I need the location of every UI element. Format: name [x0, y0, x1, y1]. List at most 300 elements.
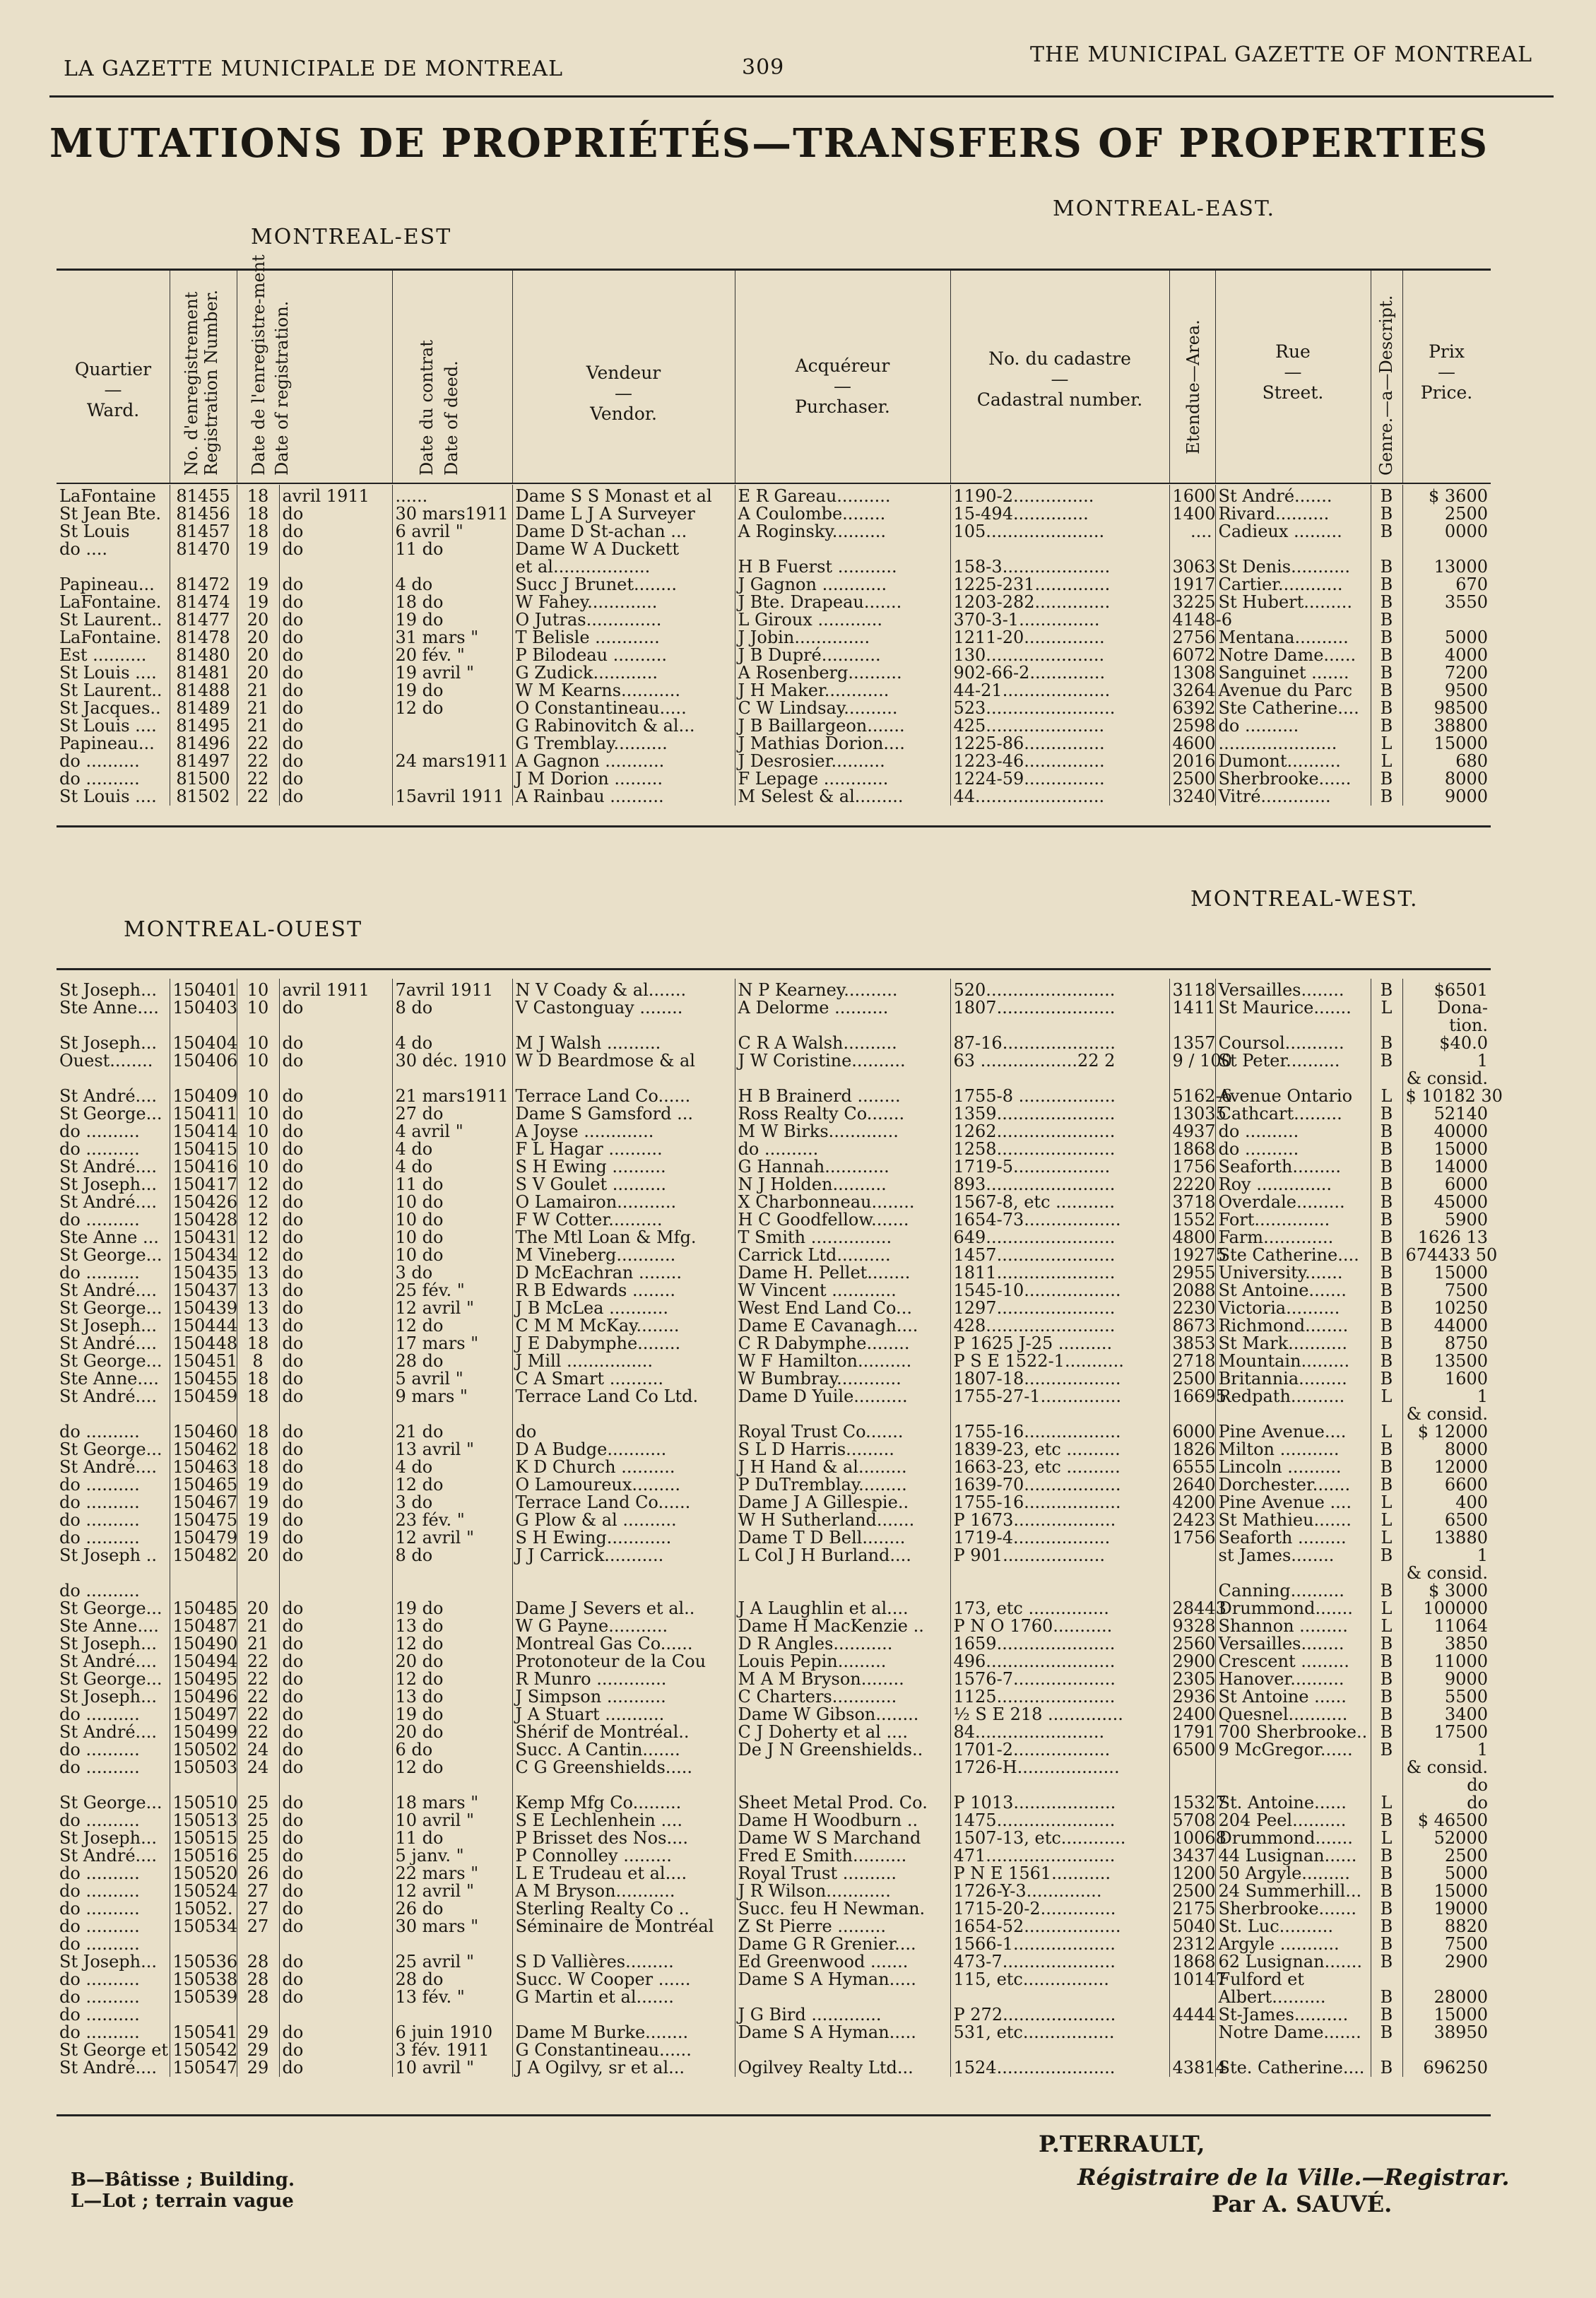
- cell-ward: Ste Anne ...: [59, 1227, 159, 1247]
- cell-vendor: J M Dorion .........: [512, 770, 735, 788]
- cell-purchaser: Dame E Cavanagh....: [735, 1317, 950, 1335]
- cell-ward: do ..........: [59, 1757, 140, 1777]
- cell-reg-month: do: [279, 629, 392, 647]
- cell-area: 3437: [1169, 1847, 1215, 1865]
- cell-kind: B: [1371, 594, 1402, 611]
- cell-kind: B: [1371, 1317, 1402, 1335]
- cell-price: 9000: [1402, 788, 1491, 806]
- cell-reg-month: [279, 2006, 392, 2024]
- cell-reg-number: 150415: [170, 1141, 237, 1158]
- cell-ward: [57, 1070, 170, 1088]
- cell-ward: St Louis ....: [59, 716, 157, 736]
- cell-kind: B: [1371, 1582, 1402, 1600]
- cell-vendor: K D Church ..........: [512, 1459, 735, 1476]
- cell-reg-number: 150479: [170, 1529, 237, 1547]
- cell-price: 6600: [1402, 1476, 1491, 1494]
- table-row: [57, 1052, 1491, 1070]
- cell-price: 1: [1402, 1388, 1491, 1406]
- cell-vendor: F L Hagar ..........: [512, 1141, 735, 1158]
- cell-purchaser: Succ. feu H Newman.: [735, 1900, 950, 1918]
- cell-deed-date: 15avril 1911: [392, 788, 512, 806]
- cell-reg-number: 150541: [170, 2024, 237, 2041]
- cell-reg-day: 10: [237, 1123, 279, 1141]
- table-row: [57, 1671, 1491, 1688]
- cell-area: 1411: [1169, 999, 1215, 1017]
- cell-cadastre: 1701-2..................: [950, 1741, 1169, 1759]
- cell-reg-day: 22: [237, 770, 279, 788]
- cell-deed-date: 19 do: [392, 682, 512, 700]
- cell-area: 3853: [1169, 1335, 1215, 1353]
- cell-price: 2900: [1402, 1953, 1491, 1971]
- cell-reg-day: 18: [237, 1441, 279, 1459]
- cell-reg-number: 150434: [170, 1247, 237, 1264]
- cell-cadastre: 1211-20...............: [950, 629, 1169, 647]
- cell-ward: St George et: [59, 2040, 169, 2060]
- cell-street: 50 Argyle.........: [1215, 1865, 1371, 1882]
- cell-reg-month: do: [279, 700, 392, 717]
- cell-reg-number: 81474: [170, 594, 237, 611]
- cell-deed-date: 12 avril ": [392, 1882, 512, 1900]
- cell-price: & consid.: [1402, 1070, 1491, 1088]
- cell-street: St Denis...........: [1215, 558, 1371, 576]
- cell-purchaser: Royal Trust Co.......: [735, 1423, 950, 1441]
- cell-ward: St Jacques..: [59, 698, 161, 718]
- cell-deed-date: 18 mars ": [392, 1794, 512, 1812]
- cell-reg-day: 13: [237, 1282, 279, 1300]
- cell-street: Avenue Ontario: [1215, 1088, 1371, 1105]
- cell-reg-day: 25: [237, 1812, 279, 1829]
- cell-vendor: G Martin et al.......: [512, 1988, 735, 2006]
- cell-vendor: G Rabinovitch & al...: [512, 717, 735, 735]
- cell-price: 1: [1402, 1547, 1491, 1565]
- cell-reg-month: do: [279, 1688, 392, 1706]
- cell-deed-date: 6 do: [392, 1741, 512, 1759]
- cell-purchaser: [735, 1776, 950, 1794]
- col-vendor: Vendeur — Vendor.: [512, 363, 735, 424]
- cell-cadastre: 1125......................: [950, 1688, 1169, 1706]
- cell-price: $40.0: [1402, 1035, 1491, 1052]
- cell-vendor: D McEachran ........: [512, 1264, 735, 1282]
- cell-purchaser: D R Angles...........: [735, 1635, 950, 1653]
- cell-kind: B: [1371, 1988, 1402, 2006]
- cell-kind: B: [1371, 523, 1402, 541]
- registrar-name: P.TERRAULT,: [1039, 2131, 1205, 2157]
- cell-kind: B: [1371, 1441, 1402, 1459]
- cell-kind: L: [1371, 1512, 1402, 1529]
- cell-deed-date: [392, 1070, 512, 1088]
- cell-deed-date: 4 do: [392, 576, 512, 594]
- cell-reg-number: 81477: [170, 611, 237, 629]
- cell-reg-month: do: [279, 576, 392, 594]
- cell-cadastre: 649........................: [950, 1229, 1169, 1247]
- cell-vendor: Dame S Gamsford ...: [512, 1105, 735, 1123]
- cell-reg-month: do: [279, 1706, 392, 1724]
- cell-vendor: V Castonguay ........: [512, 999, 735, 1017]
- cell-price: 3550: [1402, 594, 1491, 611]
- cell-reg-month: [279, 1406, 392, 1423]
- cell-price: 15000: [1402, 1882, 1491, 1900]
- cell-area: 1868: [1169, 1953, 1215, 1971]
- cell-price: 1: [1402, 1741, 1491, 1759]
- cell-price: 5000: [1402, 629, 1491, 647]
- cell-deed-date: 9 mars ": [392, 1388, 512, 1406]
- page-number: 309: [742, 55, 785, 80]
- cell-purchaser: Dame S A Hyman.....: [735, 2024, 950, 2041]
- cell-street: [1215, 2041, 1371, 2059]
- table-row: [57, 2059, 1491, 2077]
- cell-street: [1215, 1017, 1371, 1035]
- cell-vendor: [512, 1406, 735, 1423]
- cell-reg-number: 150439: [170, 1300, 237, 1317]
- cell-reg-number: 150406: [170, 1052, 237, 1070]
- col-cadastre-en: Cadastral number.: [976, 389, 1143, 410]
- cell-cadastre: 1225-231..............: [950, 576, 1169, 594]
- cell-reg-number: [170, 558, 237, 576]
- cell-vendor: G Zudick............: [512, 664, 735, 682]
- cell-reg-number: 150460: [170, 1423, 237, 1441]
- cell-ward: do ..........: [59, 1422, 140, 1442]
- cell-reg-day: 12: [237, 1229, 279, 1247]
- cell-cadastre: 1719-4..................: [950, 1529, 1169, 1547]
- cell-reg-month: do: [279, 1211, 392, 1229]
- cell-vendor: S V Goulet ..........: [512, 1176, 735, 1194]
- cell-reg-number: [170, 1582, 237, 1600]
- cell-reg-number: 15052.: [170, 1900, 237, 1918]
- cell-reg-number: 150524: [170, 1882, 237, 1900]
- cell-price: 2500: [1402, 1847, 1491, 1865]
- cell-reg-day: 27: [237, 1882, 279, 1900]
- cell-vendor: M J Walsh ..........: [512, 1035, 735, 1052]
- cell-purchaser: W Vincent ............: [735, 1282, 950, 1300]
- cell-price: 5000: [1402, 1865, 1491, 1882]
- cell-reg-day: 13: [237, 1317, 279, 1335]
- cell-deed-date: 3 do: [392, 1264, 512, 1282]
- cell-vendor: A M Bryson...........: [512, 1882, 735, 1900]
- cell-price: 13000: [1402, 558, 1491, 576]
- cell-purchaser: N J Holden..........: [735, 1176, 950, 1194]
- cell-cadastre: 370-3-1...............: [950, 611, 1169, 629]
- cell-street: 700 Sherbrooke..: [1215, 1724, 1371, 1741]
- cell-reg-day: 28: [237, 1971, 279, 1988]
- cell-price: 4000: [1402, 647, 1491, 664]
- cell-area: 2640: [1169, 1476, 1215, 1494]
- cell-reg-day: 24: [237, 1741, 279, 1759]
- cell-area: 6392: [1169, 700, 1215, 717]
- table-row: [57, 1476, 1491, 1494]
- cell-deed-date: [392, 1935, 512, 1953]
- cell-kind: B: [1371, 505, 1402, 523]
- cell-reg-number: 150520: [170, 1865, 237, 1882]
- table-row: [57, 1547, 1491, 1565]
- cell-purchaser: Ed Greenwood .......: [735, 1953, 950, 1971]
- cell-cadastre: 902-66-2..............: [950, 664, 1169, 682]
- cell-reg-month: do: [279, 1476, 392, 1494]
- cell-vendor: N V Coady & al.......: [512, 979, 735, 999]
- cell-street: [1215, 541, 1371, 558]
- cell-reg-day: 22: [237, 1706, 279, 1724]
- cell-purchaser: J Jobin..............: [735, 629, 950, 647]
- table-row: [57, 735, 1491, 753]
- cell-reg-month: do: [279, 735, 392, 753]
- cell-kind: B: [1371, 664, 1402, 682]
- table-row: [57, 1176, 1491, 1194]
- cell-price: 3400: [1402, 1706, 1491, 1724]
- cell-vendor: W G Payne...........: [512, 1618, 735, 1635]
- cell-kind: B: [1371, 1847, 1402, 1865]
- cell-street: Rivard..........: [1215, 505, 1371, 523]
- cell-reg-month: do: [279, 594, 392, 611]
- col-vendor-en: Vendor.: [590, 403, 657, 424]
- cell-ward: St André....: [59, 1722, 158, 1742]
- legend-lot: L—Lot ; terrain vague: [71, 2191, 294, 2212]
- table-row: [57, 2006, 1491, 2024]
- cell-price: 7500: [1402, 1935, 1491, 1953]
- cell-purchaser: H C Goodfellow.......: [735, 1211, 950, 1229]
- cell-vendor: [512, 1776, 735, 1794]
- table-row: [57, 700, 1491, 717]
- cell-ward: do ..........: [59, 1492, 140, 1512]
- cell-reg-day: 10: [237, 1052, 279, 1070]
- section-east-en: MONTREAL-EAST.: [1053, 196, 1276, 221]
- cell-cadastre: P S E 1522-1...........: [950, 1353, 1169, 1370]
- cell-ward: [57, 1776, 170, 1794]
- cell-kind: B: [1371, 1194, 1402, 1211]
- table-row: [57, 770, 1491, 788]
- table-row: [57, 1600, 1491, 1618]
- cell-kind: L: [1371, 1794, 1402, 1812]
- cell-deed-date: 17 mars ": [392, 1335, 512, 1353]
- cell-kind: B: [1371, 682, 1402, 700]
- cell-kind: B: [1371, 1035, 1402, 1052]
- cell-kind: B: [1371, 1353, 1402, 1370]
- cell-reg-month: do: [279, 1264, 392, 1282]
- cell-ward: Ouest........: [59, 1051, 153, 1071]
- cell-vendor: Succ. A Cantin.......: [512, 1741, 735, 1759]
- cell-street: St Antoine.......: [1215, 1282, 1371, 1300]
- cell-reg-month: do: [279, 1847, 392, 1865]
- cell-reg-number: 81488: [170, 682, 237, 700]
- cell-reg-month: do: [279, 1635, 392, 1653]
- cell-purchaser: Dame H Woodburn ..: [735, 1812, 950, 1829]
- cell-reg-day: 18: [237, 1423, 279, 1441]
- cell-reg-month: do: [279, 2041, 392, 2059]
- cell-price: $6501: [1402, 979, 1491, 999]
- cell-area: 28443: [1169, 1600, 1215, 1618]
- cell-ward: St Laurent..: [59, 610, 162, 630]
- cell-reg-day: [237, 1017, 279, 1035]
- table-row: [57, 1953, 1491, 1971]
- cell-purchaser: Dame H. Pellet........: [735, 1264, 950, 1282]
- cell-purchaser: C R A Walsh..........: [735, 1035, 950, 1052]
- cell-vendor: J E Dabymphe........: [512, 1335, 735, 1353]
- cell-deed-date: [392, 1406, 512, 1423]
- cell-price: & consid.: [1402, 1406, 1491, 1423]
- cell-kind: B: [1371, 558, 1402, 576]
- cell-reg-number: [170, 1406, 237, 1423]
- cell-street: St Maurice.......: [1215, 999, 1371, 1017]
- cell-reg-month: do: [279, 1794, 392, 1812]
- cell-price: $ 10182 30: [1402, 1088, 1491, 1105]
- cell-reg-number: 150462: [170, 1441, 237, 1459]
- cell-ward: St George...: [59, 1104, 162, 1124]
- cell-reg-month: do: [279, 1724, 392, 1741]
- cell-price: [1402, 611, 1491, 629]
- cell-vendor: Terrace Land Co......: [512, 1494, 735, 1512]
- cell-price: 11064: [1402, 1618, 1491, 1635]
- cell-street: [1215, 1565, 1371, 1582]
- cell-reg-day: 18: [237, 1335, 279, 1353]
- cell-ward: St André....: [59, 1157, 158, 1177]
- cell-kind: [1371, 1971, 1402, 1988]
- cell-vendor: [512, 1565, 735, 1582]
- cell-reg-month: do: [279, 1423, 392, 1441]
- table-row: [57, 1247, 1491, 1264]
- cell-ward: do ..........: [59, 1863, 140, 1883]
- col-price-fr: Prix: [1429, 341, 1465, 362]
- cell-ward: Papineau...: [59, 733, 155, 753]
- cell-price: 9000: [1402, 1671, 1491, 1688]
- cell-price: 15000: [1402, 1141, 1491, 1158]
- table-row: [57, 1988, 1491, 2006]
- cell-purchaser: E R Gareau..........: [735, 485, 950, 505]
- cell-reg-month: do: [279, 999, 392, 1017]
- cell-reg-day: 25: [237, 1829, 279, 1847]
- cell-vendor: Protonoteur de la Cou: [512, 1653, 735, 1671]
- cell-reg-number: 150510: [170, 1794, 237, 1812]
- cell-ward: St Joseph...: [59, 1033, 158, 1053]
- cell-reg-number: 81480: [170, 647, 237, 664]
- cell-reg-number: 150455: [170, 1370, 237, 1388]
- cell-purchaser: G Hannah............: [735, 1158, 950, 1176]
- cell-purchaser: J W Coristine..........: [735, 1052, 950, 1070]
- cell-purchaser: C J Doherty et al ....: [735, 1724, 950, 1741]
- cell-purchaser: W Bumbray............: [735, 1370, 950, 1388]
- cell-reg-number: 150467: [170, 1494, 237, 1512]
- cell-reg-month: do: [279, 1105, 392, 1123]
- cell-reg-month: do: [279, 1653, 392, 1671]
- cell-ward: do ..........: [59, 1510, 140, 1530]
- cell-vendor: P Connolley .........: [512, 1847, 735, 1865]
- cell-kind: L: [1371, 999, 1402, 1017]
- cell-reg-month: do: [279, 682, 392, 700]
- header-rule: [49, 95, 1554, 98]
- cell-reg-month: do: [279, 1247, 392, 1264]
- cell-deed-date: 3 do: [392, 1494, 512, 1512]
- cell-purchaser: T Smith ...............: [735, 1229, 950, 1247]
- section-west-fr: MONTREAL-OUEST: [124, 917, 363, 942]
- cell-ward: St André....: [59, 1651, 158, 1671]
- cell-vendor: J B McLea ...........: [512, 1300, 735, 1317]
- cell-street: Seaforth .........: [1215, 1529, 1371, 1547]
- cell-kind: B: [1371, 647, 1402, 664]
- cell-ward: St André....: [59, 1386, 158, 1406]
- table-row: [57, 1441, 1491, 1459]
- cell-reg-number: [170, 1935, 237, 1953]
- cell-deed-date: 10 do: [392, 1194, 512, 1211]
- cell-cadastre: 1297......................: [950, 1300, 1169, 1317]
- cell-cadastre: 1524......................: [950, 2059, 1169, 2077]
- cell-deed-date: 11 do: [392, 1176, 512, 1194]
- cell-price: 7200: [1402, 664, 1491, 682]
- cell-reg-number: 150499: [170, 1724, 237, 1741]
- cell-price: 13880: [1402, 1529, 1491, 1547]
- registrar-role: Régistraire de la Ville.—Registrar.: [1077, 2164, 1510, 2191]
- cell-deed-date: 28 do: [392, 1971, 512, 1988]
- cell-purchaser: J B Dupré...........: [735, 647, 950, 664]
- cell-reg-day: 19: [237, 1529, 279, 1547]
- cell-deed-date: 3 fév. 1911: [392, 2041, 512, 2059]
- cell-kind: [1371, 1776, 1402, 1794]
- cell-purchaser: H B Fuerst ...........: [735, 558, 950, 576]
- cell-reg-day: [237, 1565, 279, 1582]
- cell-kind: [1371, 1759, 1402, 1776]
- cell-reg-number: 150417: [170, 1176, 237, 1194]
- cell-area: 2936: [1169, 1688, 1215, 1706]
- cell-reg-month: do: [279, 1176, 392, 1194]
- cell-ward: do ..........: [59, 1740, 140, 1760]
- cell-street: Avenue du Parc: [1215, 682, 1371, 700]
- cell-reg-number: 81481: [170, 664, 237, 682]
- cell-reg-month: do: [279, 1882, 392, 1900]
- table-row: [57, 1935, 1491, 1953]
- cell-vendor: O Constantineau.....: [512, 700, 735, 717]
- cell-street: Versailles........: [1215, 979, 1371, 999]
- table-row: [57, 1900, 1491, 1918]
- legend-building: B—Bâtisse ; Building.: [71, 2169, 295, 2191]
- cell-kind: B: [1371, 1671, 1402, 1688]
- cell-vendor: P Bilodeau ..........: [512, 647, 735, 664]
- cell-ward: do ..........: [59, 1475, 140, 1495]
- cell-reg-day: 28: [237, 1953, 279, 1971]
- cell-deed-date: 8 do: [392, 999, 512, 1017]
- cell-vendor: T Belisle ............: [512, 629, 735, 647]
- cell-ward: St Joseph...: [59, 1828, 158, 1848]
- cell-ward: St André....: [59, 1192, 158, 1212]
- cell-kind: B: [1371, 1653, 1402, 1671]
- cell-street: Versailles........: [1215, 1635, 1371, 1653]
- cell-area: 2175: [1169, 1900, 1215, 1918]
- cell-street: Mountain.........: [1215, 1353, 1371, 1370]
- cell-ward: do ..........: [59, 1704, 140, 1724]
- cell-reg-month: [279, 1935, 392, 1953]
- cell-cadastre: [950, 1070, 1169, 1088]
- cell-deed-date: 20 fév. ": [392, 647, 512, 664]
- table-row: [57, 558, 1491, 576]
- cell-area: 4937: [1169, 1123, 1215, 1141]
- cell-reg-day: 27: [237, 1900, 279, 1918]
- cell-area: [1169, 1565, 1215, 1582]
- cell-area: 2312: [1169, 1935, 1215, 1953]
- cell-area: 2560: [1169, 1635, 1215, 1653]
- cell-cadastre: [950, 1406, 1169, 1423]
- cell-kind: B: [1371, 1247, 1402, 1264]
- cell-street: Dorchester.......: [1215, 1476, 1371, 1494]
- cell-deed-date: 21 do: [392, 1423, 512, 1441]
- cell-street: Drummond.......: [1215, 1600, 1371, 1618]
- cell-ward: do ..........: [59, 2022, 140, 2042]
- cell-street: [1215, 1759, 1371, 1776]
- cell-cadastre: 1755-16..................: [950, 1494, 1169, 1512]
- cell-reg-day: [237, 1935, 279, 1953]
- cell-kind: L: [1371, 1388, 1402, 1406]
- cell-deed-date: [392, 558, 512, 576]
- table-row: [57, 1141, 1491, 1158]
- cell-vendor: A Rainbau ..........: [512, 788, 735, 806]
- cell-price: 15000: [1402, 1264, 1491, 1282]
- cell-street: st James........: [1215, 1547, 1371, 1565]
- cell-cadastre: 1507-13, etc............: [950, 1829, 1169, 1847]
- cell-ward: Est ..........: [59, 645, 147, 665]
